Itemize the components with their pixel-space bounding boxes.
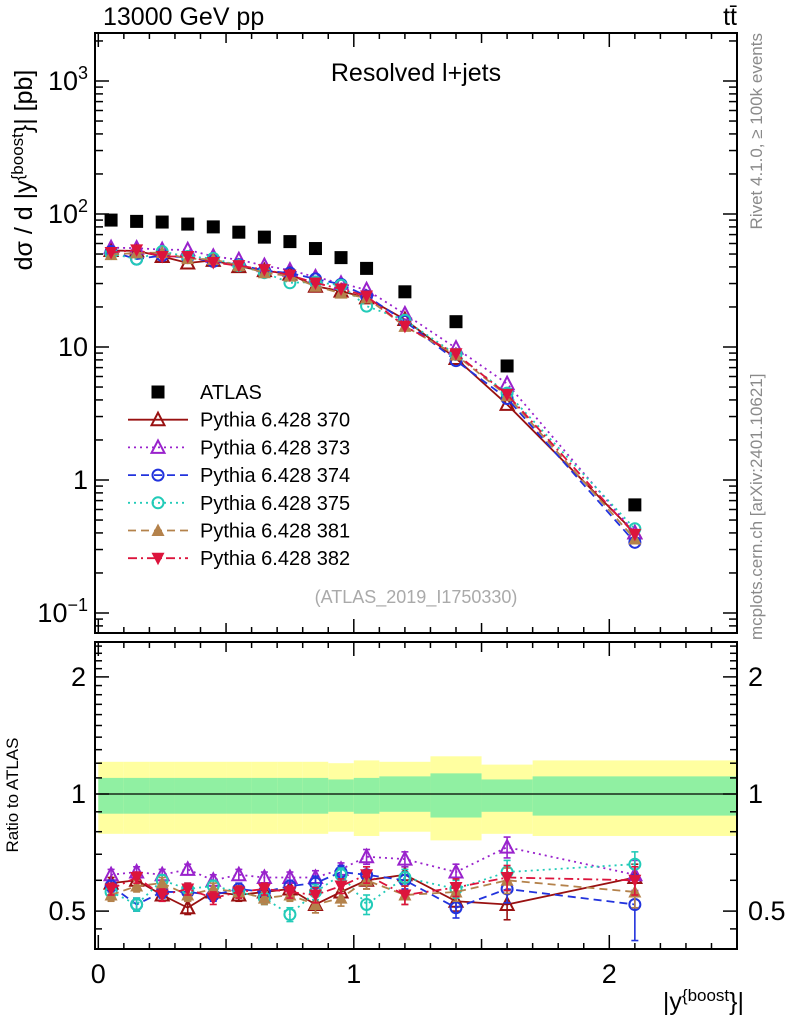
atlas-data-point [258, 231, 271, 244]
plot-title: Resolved l+jets [330, 59, 502, 87]
legend-entry [128, 521, 350, 543]
atlas-data-point [360, 262, 373, 275]
atlas-data-point [335, 251, 348, 264]
y-axis-tick-label [48, 196, 88, 229]
x-axis-tick-label: 2 [601, 959, 617, 989]
atlas-data-point [156, 216, 169, 229]
legend-entry-label: Pythia 6.428 375 [200, 492, 351, 515]
legend-entry-label: ATLAS [200, 382, 262, 404]
atlas-data-point [501, 359, 514, 372]
legend-marker-atlas [152, 386, 165, 399]
series-pythia-6-428-375 [106, 246, 641, 534]
series-pythia-6-428-374 [106, 246, 641, 548]
ratio-tick-label-left: 2 [70, 661, 86, 692]
label-superscript: {boost [8, 133, 27, 181]
green-band-segment [277, 778, 303, 814]
legend-entry-label: Pythia 6.428 382 [200, 548, 351, 571]
series-line [111, 250, 635, 534]
ratio-tick-label-right: 1 [748, 779, 764, 809]
x-axis-title [663, 986, 744, 1016]
green-band-segment [430, 773, 481, 817]
green-band-segment [328, 779, 354, 811]
tick-base: 10 [37, 598, 68, 628]
chart-generated-content [8, 33, 786, 1016]
y-axis-tick-label [58, 332, 88, 362]
ratio-tick-label-left: 1 [70, 779, 86, 809]
green-band-segment [252, 778, 278, 814]
label-part: |y [662, 988, 682, 1016]
green-band-segment [201, 778, 227, 814]
series-pythia-6-428-382 [105, 244, 642, 541]
atlas-data-point [181, 218, 194, 231]
green-band-segment [124, 778, 150, 814]
label-part: }| [729, 988, 744, 1016]
tick-base: 10 [57, 332, 88, 362]
ratio-tick-label-right: 0.5 [748, 896, 786, 927]
ratio-uncertainty-bands [98, 756, 737, 840]
y-axis-tick-label [37, 595, 88, 628]
legend-entry [128, 493, 350, 515]
tick-base: 10 [47, 66, 78, 96]
mcplots-arxiv-note: mcplots.cern.ch [arXiv:2401.10621] [747, 373, 766, 640]
tick-exponent: 2 [77, 196, 88, 216]
legend-entry-label: Pythia 6.428 370 [200, 409, 351, 432]
legend-entry-label: Pythia 6.428 374 [200, 465, 351, 488]
atlas-data-point [309, 242, 322, 255]
series-pythia-6-428-373 [105, 241, 642, 539]
tick-exponent: 3 [77, 63, 88, 83]
tick-exponent: −1 [67, 595, 88, 615]
y-axis-tick-label [48, 63, 88, 96]
tick-base: 1 [72, 465, 88, 495]
legend-entry-label: Pythia 6.428 381 [200, 520, 351, 543]
atlas-data-point [207, 220, 220, 233]
legend [128, 382, 350, 570]
legend-entry [128, 465, 350, 487]
label-part: dσ / d |y [10, 180, 38, 271]
legend-entry [128, 548, 350, 570]
green-band-segment [175, 778, 201, 814]
green-band-segment [303, 778, 329, 814]
series-pythia-6-428-370 [105, 244, 642, 539]
main-panel-series [105, 241, 642, 548]
legend-entry-label: Pythia 6.428 373 [200, 437, 351, 460]
legend-entry [128, 437, 350, 459]
legend-entry [152, 382, 262, 404]
series-line [111, 251, 635, 533]
process-label: tt̄ [723, 3, 737, 31]
y-axis-tick-label [73, 465, 88, 495]
legend-entry [128, 410, 350, 432]
label-superscript: {boost [681, 986, 730, 1005]
series-pythia-6-428-381 [105, 246, 642, 545]
beam-energy-label: 13000 GeV pp [103, 3, 265, 31]
green-band-segment [482, 779, 533, 811]
atlas-data-point [628, 498, 641, 511]
ratio-tick-label-right: 2 [748, 661, 764, 692]
green-band-segment [533, 776, 737, 815]
x-axis-tick-label: 1 [346, 959, 362, 989]
ratio-tick-label-left: 0.5 [48, 896, 86, 927]
legend-marker [152, 524, 165, 537]
analysis-watermark: (ATLAS_2019_I1750330) [314, 587, 518, 607]
rivet-version-note: Rivet 4.1.0, ≥ 100k events [747, 33, 766, 230]
atlas-data-point [130, 215, 143, 228]
atlas-data-point [232, 226, 245, 239]
ratio-panel-series [105, 837, 642, 940]
green-band-segment [98, 778, 124, 814]
green-band-segment [226, 778, 252, 814]
ratio-marker [335, 881, 348, 894]
atlas-data-point [450, 315, 463, 328]
ratio-axis-title: Ratio to ATLAS [3, 737, 22, 853]
x-axis-tick-label: 0 [90, 959, 106, 989]
atlas-data-point [283, 235, 296, 248]
y-axis-title [8, 70, 38, 271]
green-band-segment [149, 778, 175, 814]
label-part: }| [pb] [10, 69, 38, 134]
green-band-segment [354, 778, 380, 814]
tick-base: 10 [47, 199, 78, 229]
atlas-data-point [105, 214, 118, 227]
atlas-data-point [398, 285, 411, 298]
